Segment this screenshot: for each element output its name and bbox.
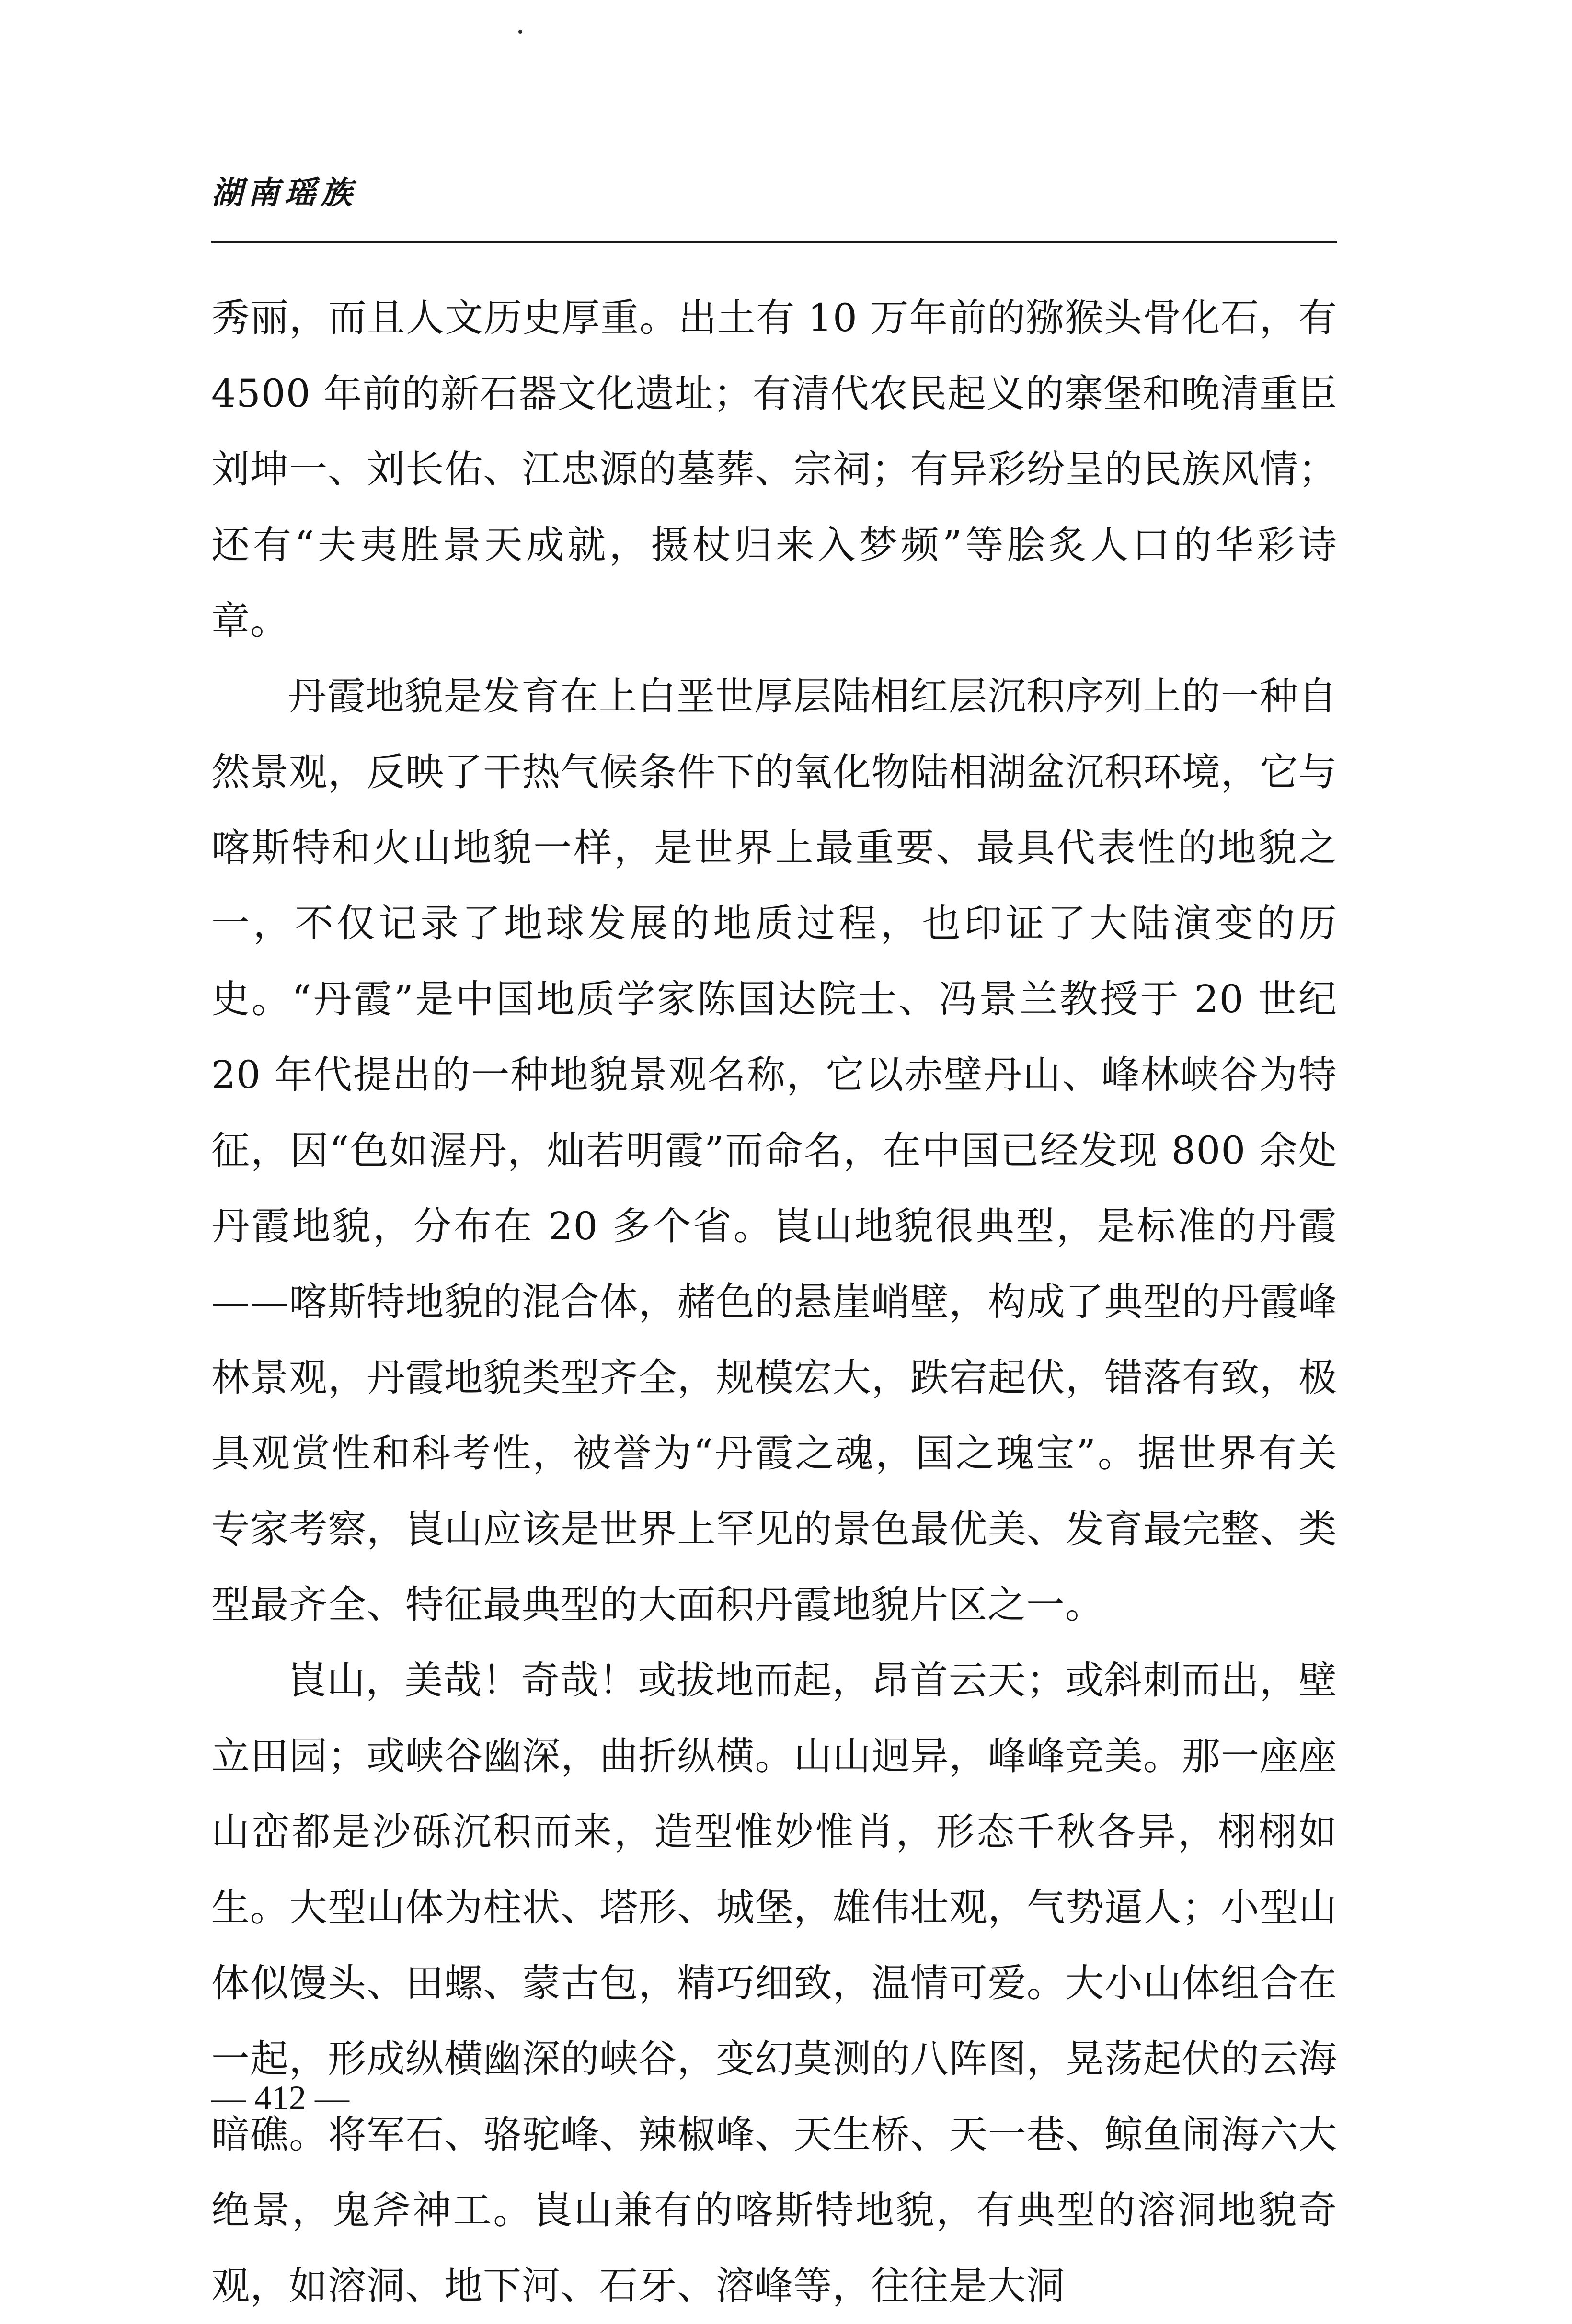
paragraph-3: 崀山，美哉！奇哉！或拔地而起，昂首云天；或斜刺而出，壁立田园；或峡谷幽深，曲折纵横。山山迥异，峰峰竞美。那一座座山峦都是沙砾沉积而来，造型惟妙惟肖，形态千秋各异，栩栩如生。大型山体为柱状、塔形、城堡，雄伟壮观，气势逼人；小型山体似馒头、田螺、蒙古包，精巧细致，温情可爱。大小山体组合在一起，形成纵横幽深的峡谷，变幻莫测的八阵图，晃荡起伏的云海暗礁。将军石、骆驼峰、辣椒峰、天生桥、天一巷、鲸鱼闹海六大绝景，鬼斧神工。崀山兼有的喀斯特地貌，有典型的溶洞地貌奇观，如溶洞、地下河、石牙、溶峰等，往往是大洞 — [211, 1658, 1337, 2308]
paragraph-1: 秀丽，而且人文历史厚重。出土有 10 万年前的猕猴头骨化石，有 4500 年前的新石器文化遗址；有清代农民起义的寨堡和晚清重臣刘坤一、刘长佑、江忠源的墓葬、宗祠；有异彩纷呈的民族风情；还有“夫夷胜景天成就，摄杖归来入梦频”等脍炙人口的华彩诗章。 — [211, 296, 1337, 643]
body-text — [211, 280, 1337, 2324]
running-header: 湖南瑶族 — [211, 174, 357, 211]
header-rule — [211, 241, 1337, 243]
page-number: — 412 — — [211, 2079, 349, 2117]
paragraph-2: 丹霞地貌是发育在上白垩世厚层陆相红层沉积序列上的一种自然景观，反映了干热气候条件下的氧化物陆相湖盆沉积环境，它与喀斯特和火山地貌一样，是世界上最重要、最具代表性的地貌之一，不仅记录了地球发展的地质过程，也印证了大陆演变的历史。“丹霞”是中国地质学家陈国达院士、冯景兰教授于 20 世纪 20 年代提出的一种地貌景观名称，它以赤壁丹山、峰林峡谷为特征，因“色如渥丹，灿若明霞”而命名，在中国已经发现 800 余处丹霞地貌，分布在 20 多个省。崀山地貌很典型，是标准的丹霞——喀斯特地貌的混合体，赭色的悬崖峭壁，构成了典型的丹霞峰林景观，丹霞地貌类型齐全，规模宏大，跌宕起伏，错落有致，极具观赏性和科考性，被誉为“丹霞之魂，国之瑰宝”。据世界有关专家考察，崀山应该是世界上罕见的景色最优美、发育最完整、类型最齐全、特征最典型的大面积丹霞地貌片区之一。 — [211, 674, 1337, 1627]
scan-speck — [518, 30, 522, 34]
